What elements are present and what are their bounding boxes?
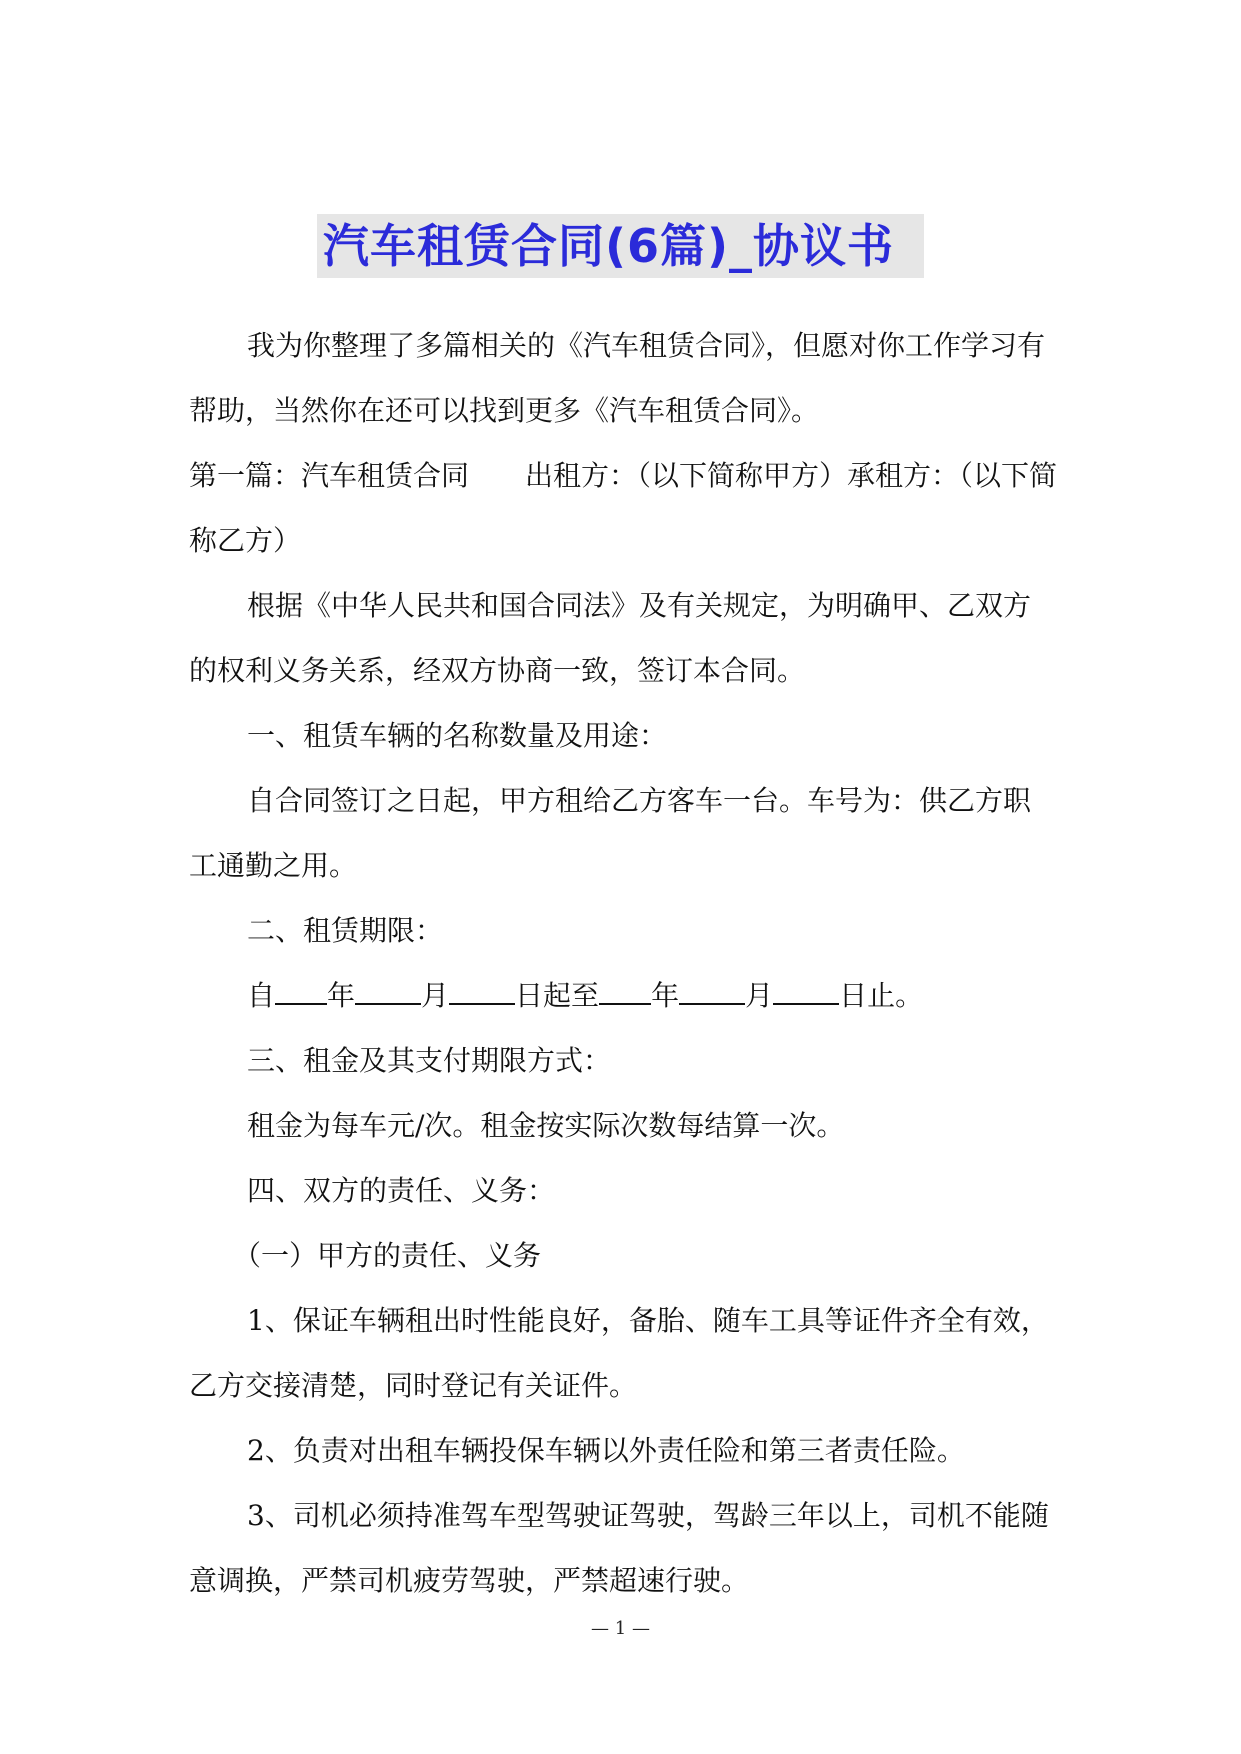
part1-heading: 第一篇：汽车租赁合同 出租方：（以下简称甲方）承租方：（以下简称乙方） — [189, 459, 1058, 557]
end-day-blank — [773, 973, 839, 1005]
lease-term-text: 月 — [421, 979, 450, 1012]
start-day-blank — [449, 973, 515, 1005]
end-month-blank — [679, 973, 745, 1005]
lease-term-text: 月 — [745, 979, 774, 1012]
lease-term-text: 年 — [651, 979, 680, 1012]
document-title: 汽车租赁合同(6篇)_协议书 — [317, 214, 924, 278]
lease-term-text: 自 — [247, 979, 276, 1012]
document-body — [189, 313, 1057, 1613]
start-year-blank — [275, 973, 327, 1005]
basis-paragraph: 根据《中华人民共和国合同法》及有关规定，为明确甲、乙双方的权利义务关系，经双方协商一致，签订本合同。 — [189, 589, 1032, 687]
section2-heading: 二、租赁期限： — [247, 914, 444, 947]
section1-body: 自合同签订之日起，甲方租给乙方客车一台。车号为：供乙方职工通勤之用。 — [189, 784, 1032, 882]
lease-term-text: 日止。 — [839, 979, 924, 1012]
start-month-blank — [355, 973, 421, 1005]
title-container — [0, 214, 1241, 278]
end-year-blank — [599, 973, 651, 1005]
page-number: — 1 — — [591, 1618, 650, 1639]
clause-item-3: 3、司机必须持准驾车型驾驶证驾驶，驾龄三年以上，司机不能随意调换，严禁司机疲劳驾驶，严禁超速行驶。 — [189, 1499, 1049, 1597]
clause-item-1: 1、保证车辆租出时性能良好，备胎、随车工具等证件齐全有效，乙方交接清楚，同时登记有关证件。 — [189, 1304, 1049, 1402]
clause-item-2: 2、负责对出租车辆投保车辆以外责任险和第三者责任险。 — [247, 1434, 965, 1467]
lease-term-text: 年 — [327, 979, 356, 1012]
section1-heading: 一、租赁车辆的名称数量及用途： — [247, 719, 668, 752]
section3-body: 租金为每车元/次。租金按实际次数每结算一次。 — [247, 1109, 845, 1142]
intro-paragraph: 我为你整理了多篇相关的《汽车租赁合同》，但愿对你工作学习有帮助，当然你在还可以找到更多《汽车租赁合同》。 — [189, 329, 1046, 427]
section4-heading: 四、双方的责任、义务： — [247, 1174, 556, 1207]
lease-term-text: 日起至 — [515, 979, 600, 1012]
section4-subheading: （一）甲方的责任、义务 — [233, 1239, 542, 1272]
section3-heading: 三、租金及其支付期限方式： — [247, 1044, 612, 1077]
section2-body — [189, 963, 1057, 1028]
